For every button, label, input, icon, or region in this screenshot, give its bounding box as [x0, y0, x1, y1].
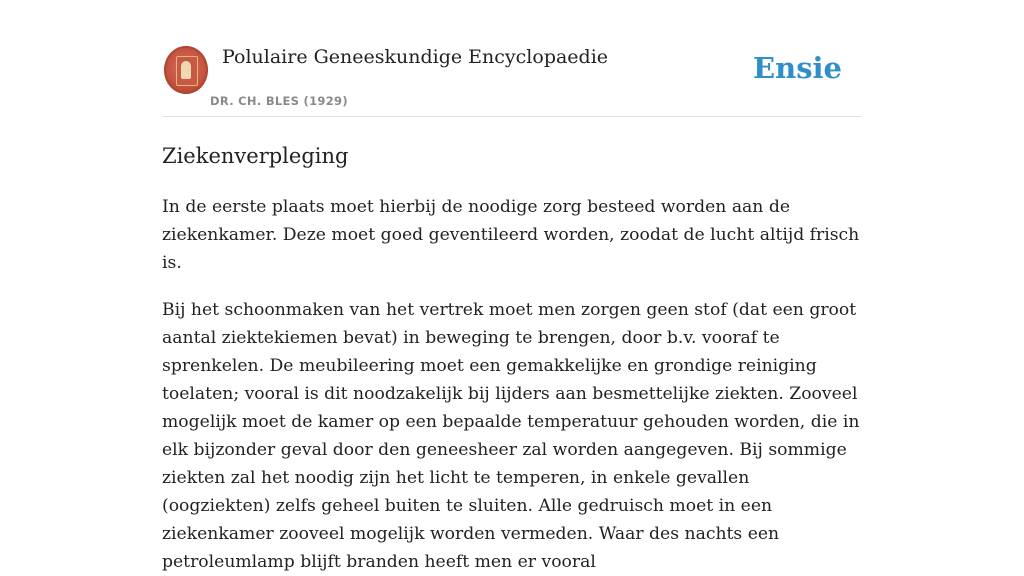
book-cover-icon[interactable] — [164, 46, 208, 94]
article-paragraph-1: In de eerste plaats moet hierbij de noodige zorg besteed worden aan de ziekenkamer. Deze moet goed geventileerd worden, zoodat de lucht altijd frisch is. — [162, 197, 860, 273]
page — [162, 0, 862, 576]
brand-logo[interactable]: Ensie — [753, 51, 842, 85]
book-author: DR. CH. BLES (1929) — [210, 94, 348, 108]
article-paragraph-2: Bij het schoonmaken van het vertrek moet men zorgen geen stof (dat een groot aantal ziektekiemen bevat) in beweging te brengen, door b.v. vooraf te sprenkelen. De meubileering moet een gemakkelijke en grondige reiniging toelaten; vooral is dit noodzakelijk bij lijders aan besmettelijke ziekten. Zooveel mogelijk moet de kamer op een bepaalde temperatuur gehouden worden, die in elk bijzonder geval door den geneesheer zal worden aangegeven. Bij sommige ziekten zal het noodig zijn het licht te temperen, in enkele gevallen (oogziekten) zelfs geheel buiten te sluiten. Alle gedruisch moet in een ziekenkamer zooveel mogelijk worden vermeden. Waar des nachts een petroleumlamp blijft branden heeft men er vooral — [162, 300, 860, 572]
article-title: Ziekenverpleging — [162, 144, 349, 168]
article-body — [162, 193, 862, 576]
book-cover-figure — [181, 61, 191, 79]
header — [162, 0, 862, 117]
book-title[interactable]: Polulaire Geneeskundige Encyclopaedie — [222, 46, 609, 68]
